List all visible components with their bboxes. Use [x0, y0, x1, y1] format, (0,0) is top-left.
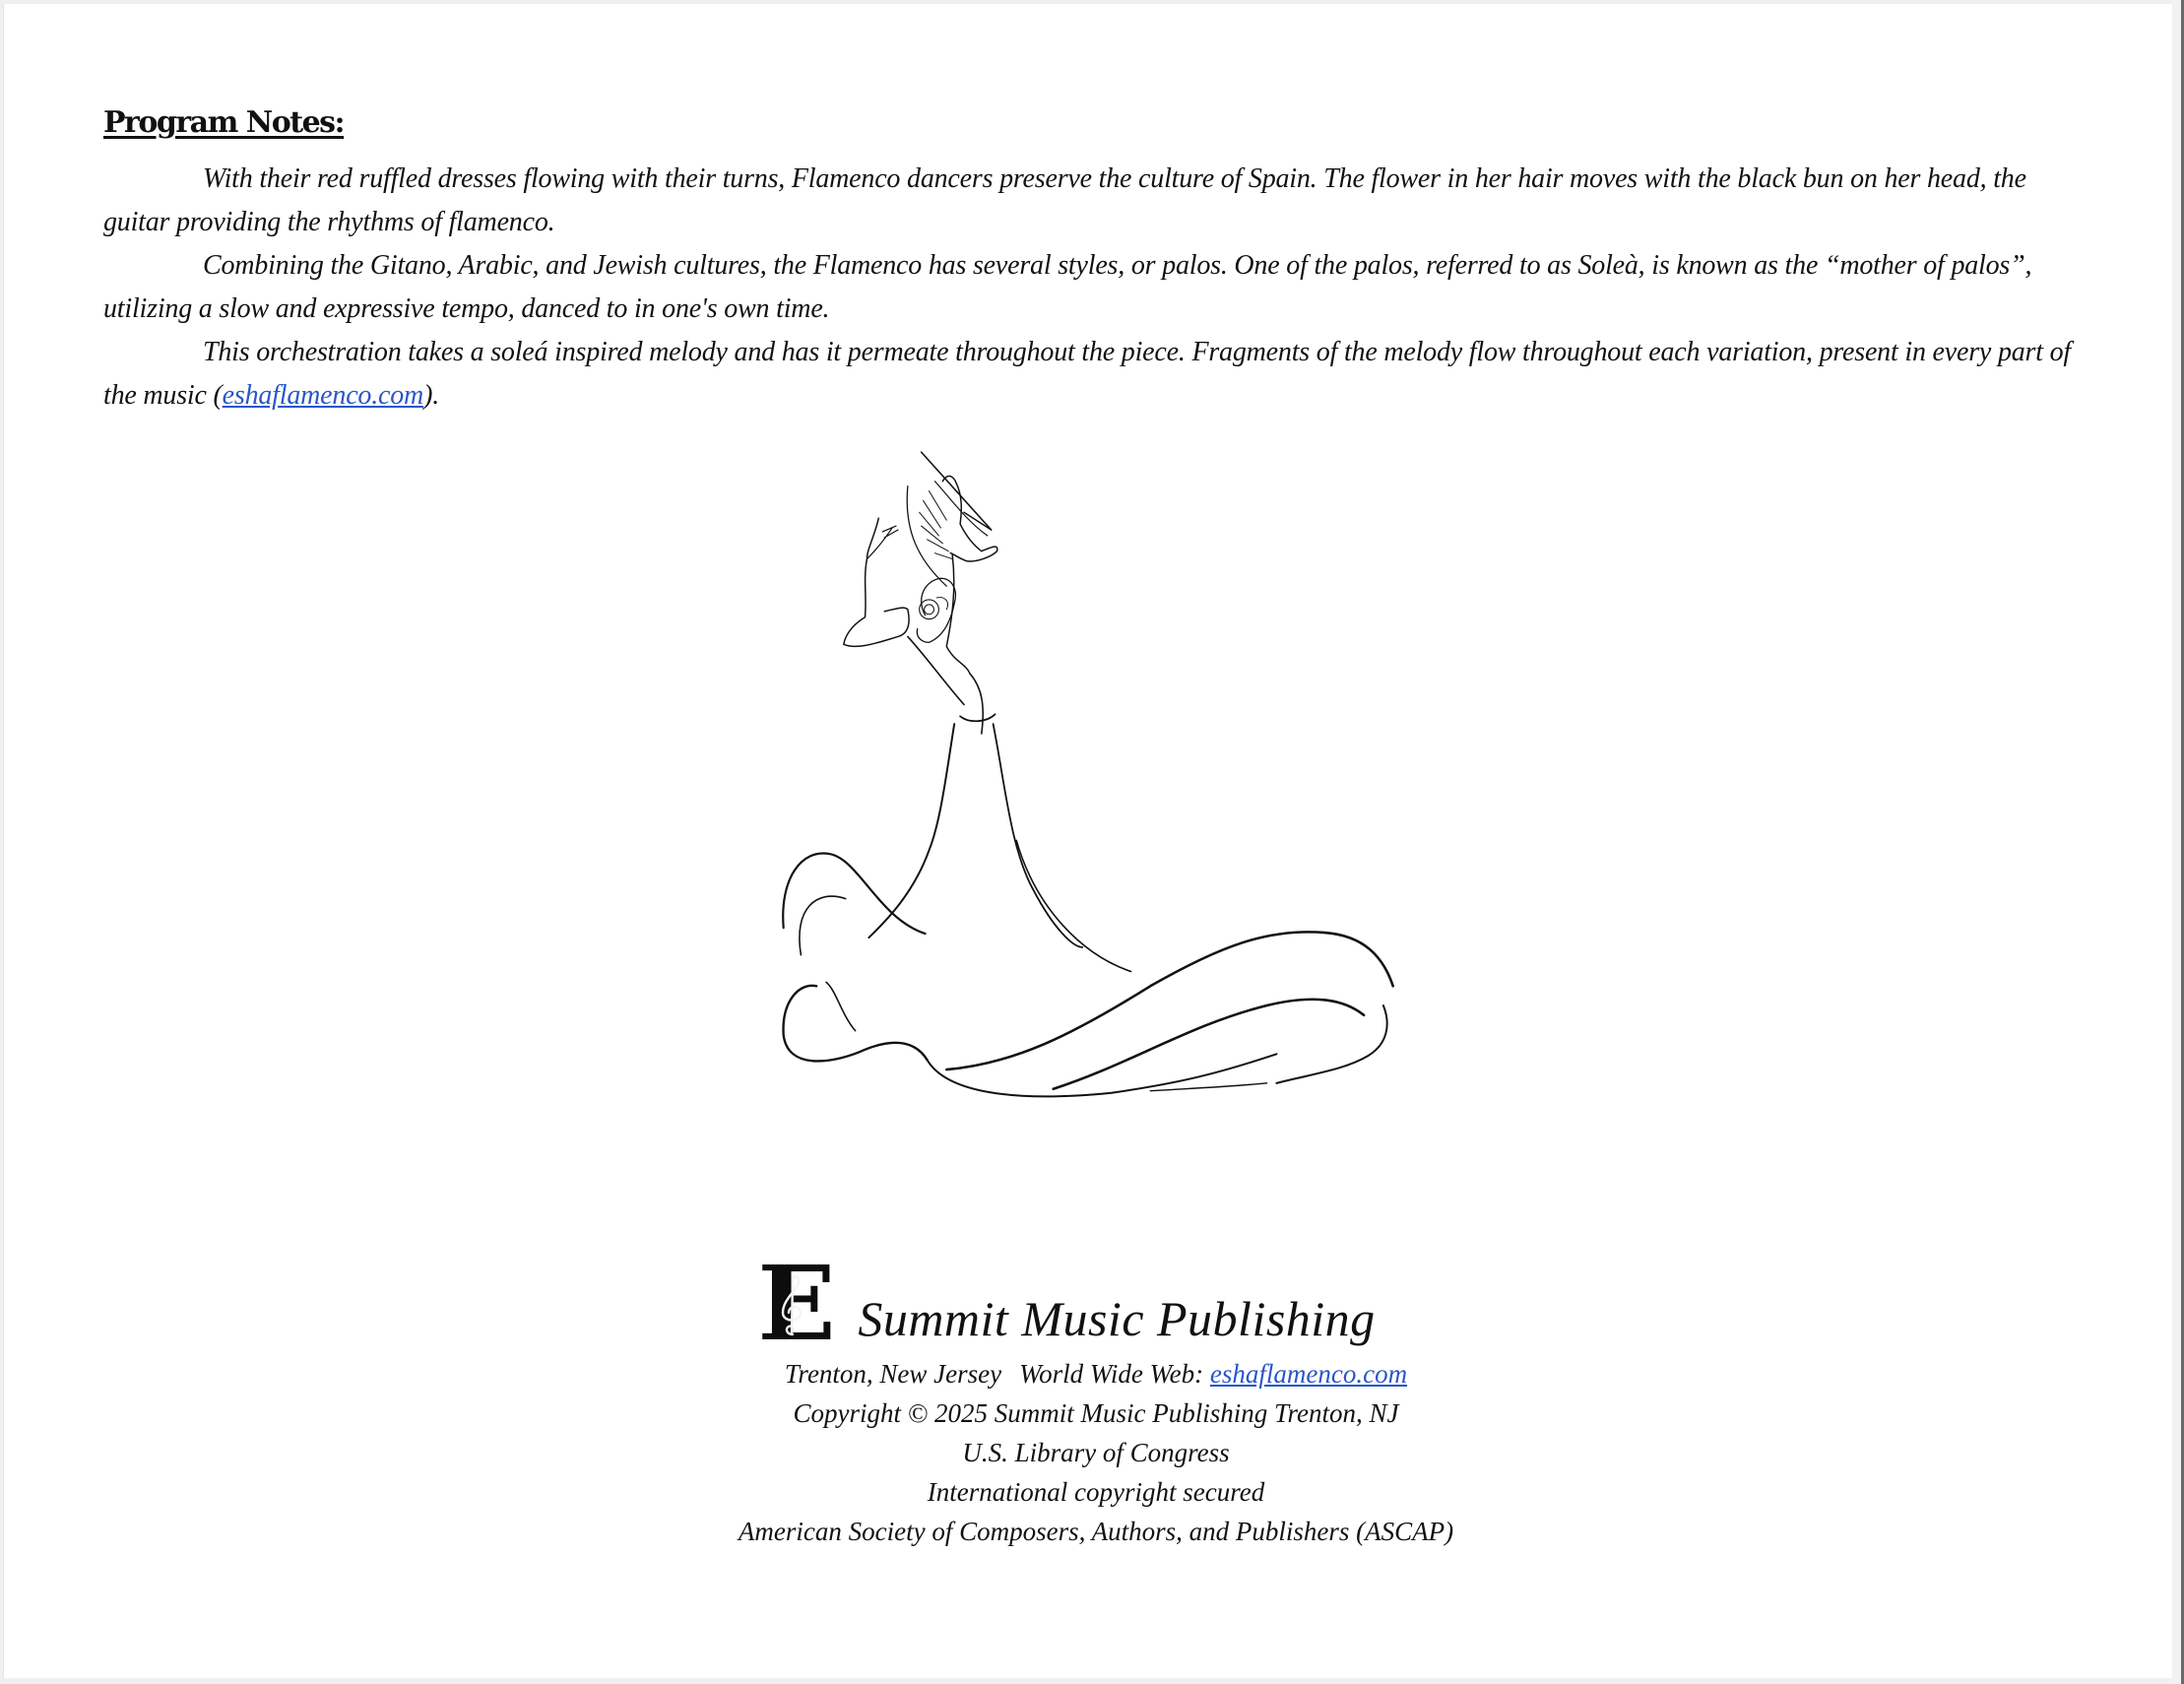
- notes-paragraph-3-text: This orchestration takes a soleá inspired melody and has it permeate throughout the piece. Fragments of the melody flow throughout each variation, present in every part of the music (: [103, 337, 2072, 411]
- logo-letter: E: [757, 1243, 836, 1364]
- notes-paragraph-3: [103, 331, 2073, 418]
- treble-clef-icon: [777, 1273, 806, 1338]
- eshaflamenco-link[interactable]: eshaflamenco.com: [222, 380, 424, 411]
- publisher-location: Trenton, New Jersey: [784, 1359, 1002, 1389]
- document-page: [3, 3, 2172, 1678]
- program-notes-section: [103, 98, 2073, 418]
- ascap-line: American Society of Composers, Authors, and Publishers (ASCAP): [738, 1517, 1454, 1546]
- publisher-web-link[interactable]: eshaflamenco.com: [1209, 1359, 1408, 1389]
- notes-paragraph-3-end: ).: [423, 380, 440, 411]
- secured-line: International copyright secured: [927, 1477, 1265, 1507]
- web-label: World Wide Web:: [1019, 1359, 1204, 1389]
- publisher-footer: [4, 1245, 2184, 1551]
- notes-paragraph-2: Combining the Gitano, Arabic, and Jewish cultures, the Flamenco has several styles, or palos. One of the palos, referred to as Soleà, is known as the “mother of palos”, utilizing a slow and expressive tempo, danced to in one's own time.: [103, 250, 2032, 324]
- publisher-logo: [757, 1243, 836, 1364]
- program-notes-heading: Program Notes:: [103, 105, 345, 140]
- location-line: [4, 1354, 2184, 1393]
- library-line: U.S. Library of Congress: [962, 1438, 1230, 1467]
- copyright-line: Copyright © 2025 Summit Music Publishing Trenton, NJ: [793, 1398, 1399, 1428]
- publisher-brand: [0, 1243, 2184, 1364]
- notes-paragraph-1: With their red ruffled dresses flowing with their turns, Flamenco dancers preserve the culture of Spain. The flower in her hair moves with the black bun on her head, the guitar providing the rhythms of flamenco.: [103, 163, 2026, 237]
- flamenco-dancer-illustration: [762, 442, 1442, 1161]
- publisher-name: Summit Music Publishing: [858, 1291, 1376, 1346]
